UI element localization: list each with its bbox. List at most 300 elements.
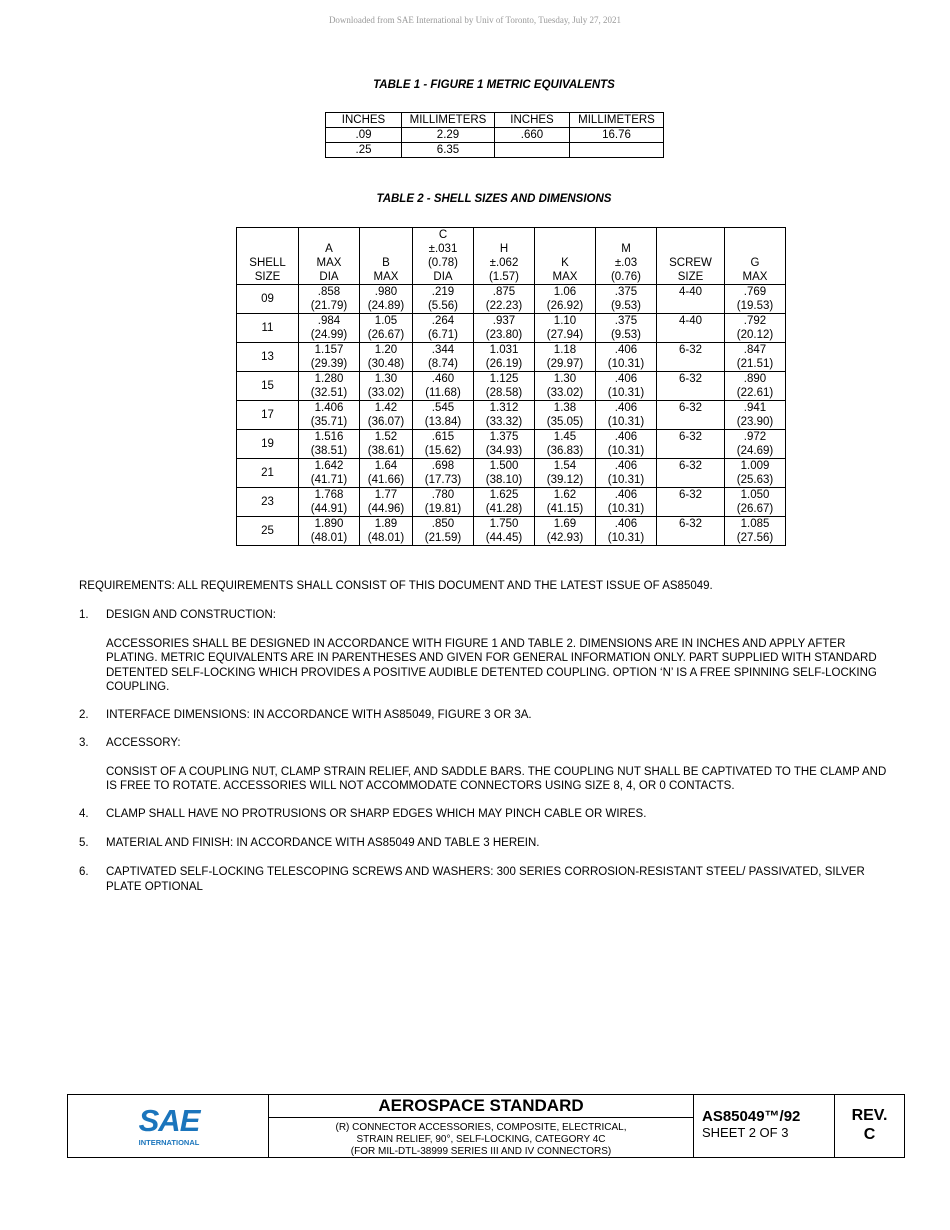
- inch-value: .984: [317, 315, 341, 327]
- mm-value: (19.53): [736, 300, 774, 312]
- standard-title: AEROSPACE STANDARD: [269, 1095, 693, 1118]
- dimension-cell-b: [360, 459, 413, 488]
- table1-caption: TABLE 1 - FIGURE 1 METRIC EQUIVALENTS: [373, 79, 615, 91]
- dimension-cell-h: [474, 343, 535, 372]
- header-line: SIZE: [254, 271, 281, 283]
- header-line: (1.57): [488, 271, 520, 283]
- dimension-cell-b: [360, 488, 413, 517]
- screw-size-cell: 6-32: [657, 430, 725, 459]
- requirement-item: [79, 708, 899, 723]
- inch-value: 1.768: [314, 489, 344, 501]
- mm-value: (8.74): [427, 358, 459, 370]
- table1-row: [326, 128, 664, 143]
- item-number: 1.: [79, 609, 89, 621]
- table2-header-cell: [237, 228, 299, 285]
- header-line: K: [561, 257, 569, 269]
- table1-header-cell: MILLIMETERS: [570, 113, 664, 128]
- dimension-cell-m: [596, 401, 657, 430]
- inch-value: .406: [614, 373, 638, 385]
- inch-value: .769: [743, 286, 767, 298]
- inch-value: 1.54: [553, 460, 577, 472]
- mm-value: (27.94): [546, 329, 584, 341]
- header-line: [659, 242, 722, 256]
- inch-value: .850: [431, 518, 455, 530]
- table1-header-cell: MILLIMETERS: [402, 113, 495, 128]
- requirement-item: [79, 608, 899, 695]
- table1-cell: 6.35: [402, 143, 495, 158]
- dimension-cell-a: [299, 314, 360, 343]
- mm-value: (10.31): [607, 503, 645, 515]
- table-row: [237, 343, 786, 372]
- inch-value: 1.085: [740, 518, 770, 530]
- dimension-cell-c: [413, 285, 474, 314]
- header-line: C: [438, 229, 448, 241]
- mm-value: (27.56): [736, 532, 774, 544]
- dimension-cell-h: [474, 285, 535, 314]
- table-row: [237, 517, 786, 546]
- dimension-cell-h: [474, 372, 535, 401]
- dimension-cell-a: [299, 430, 360, 459]
- header-line: ±.062: [489, 257, 519, 269]
- inch-value: .980: [374, 286, 398, 298]
- table2-header-cell: [360, 228, 413, 285]
- dimension-cell-a: [299, 285, 360, 314]
- dimension-cell-k: [535, 430, 596, 459]
- inch-value: 1.280: [314, 373, 344, 385]
- mm-value: (24.89): [367, 300, 405, 312]
- mm-value: (34.93): [485, 445, 523, 457]
- inch-value: .406: [614, 344, 638, 356]
- mm-value: (36.07): [367, 416, 405, 428]
- inch-value: .847: [743, 344, 767, 356]
- dimension-cell-k: [535, 488, 596, 517]
- mm-value: (15.62): [424, 445, 462, 457]
- dimension-cell-a: [299, 488, 360, 517]
- dimension-cell-h: [474, 517, 535, 546]
- revision-value: C: [863, 1126, 876, 1143]
- dimension-cell-b: [360, 285, 413, 314]
- document-number-cell: [694, 1095, 835, 1157]
- mm-value: (21.59): [424, 532, 462, 544]
- item-detail: ACCESSORIES SHALL BE DESIGNED IN ACCORDANCE WITH FIGURE 1 AND TABLE 2. DIMENSIONS ARE IN INCHES AND APPLY AFTER PLATING. METRIC EQUIVALENTS ARE IN PARENTHESES AND GIVEN FOR GENERAL INFORMATION ONLY. PART SUPPLIED WITH STANDARD DETENTED SELF-LOCKING WHICH PROVIDES A POSITIVE AUDIBLE DETENTED COUPLING. OPTION ‘N’ IS A FREE SPINNING SELF-LOCKING COUPLING.: [106, 637, 877, 693]
- item-number: 6.: [79, 866, 89, 878]
- inch-value: .406: [614, 518, 638, 530]
- dimension-cell-m: [596, 517, 657, 546]
- inch-value: 1.10: [553, 315, 577, 327]
- document-subtitle: [269, 1118, 693, 1158]
- inch-value: 1.38: [553, 402, 577, 414]
- dimension-cell-c: [413, 343, 474, 372]
- item-text: MATERIAL AND FINISH: IN ACCORDANCE WITH AS85049 AND TABLE 3 HEREIN.: [106, 837, 540, 849]
- requirement-item: [79, 807, 899, 822]
- requirement-item: [79, 836, 899, 851]
- inch-value: .792: [743, 315, 767, 327]
- mm-value: (24.69): [736, 445, 774, 457]
- inch-value: 1.42: [374, 402, 398, 414]
- mm-value: (33.02): [367, 387, 405, 399]
- mm-value: (36.83): [546, 445, 584, 457]
- header-line: (0.76): [610, 271, 642, 283]
- inch-value: 1.06: [553, 286, 577, 298]
- inch-value: .375: [614, 286, 638, 298]
- mm-value: (10.31): [607, 474, 645, 486]
- mm-value: (29.39): [310, 358, 348, 370]
- table-row: [237, 459, 786, 488]
- table-row: [237, 372, 786, 401]
- inch-value: 1.009: [740, 460, 770, 472]
- header-line: MAX: [552, 271, 578, 283]
- sheet-number: SHEET 2 OF 3: [702, 1125, 789, 1140]
- download-watermark: Downloaded from SAE International by Univ of Toronto, Tuesday, July 27, 2021: [328, 15, 622, 25]
- item-detail: CONSIST OF A COUPLING NUT, CLAMP STRAIN RELIEF, AND SADDLE BARS. THE COUPLING NUT SHALL BE CAPTIVATED TO THE CLAMP AND IS FREE TO ROTATE. ACCESSORIES WILL NOT ACCOMMODATE CONNECTORS USING SIZE 8, 4, OR 0 CONTACTS.: [106, 765, 887, 792]
- logo-cell: [68, 1095, 269, 1157]
- mm-value: (32.51): [310, 387, 348, 399]
- screw-size-cell: 4-40: [657, 285, 725, 314]
- mm-value: (10.31): [607, 445, 645, 457]
- item-text: DESIGN AND CONSTRUCTION:: [106, 609, 276, 621]
- item-text: CAPTIVATED SELF-LOCKING TELESCOPING SCREWS AND WASHERS: 300 SERIES CORROSION-RESISTANT STEEL/ PASSIVATED, SILVER PLATE OPTIONAL: [106, 866, 865, 893]
- dimension-cell-k: [535, 372, 596, 401]
- item-number: 3.: [79, 737, 89, 749]
- dimension-cell-m: [596, 372, 657, 401]
- mm-value: (10.31): [607, 358, 645, 370]
- mm-value: (22.23): [485, 300, 523, 312]
- dimension-cell-h: [474, 459, 535, 488]
- header-line: MAX: [742, 271, 768, 283]
- header-line: [537, 242, 593, 256]
- dimension-cell-b: [360, 314, 413, 343]
- inch-value: .615: [431, 431, 455, 443]
- inch-value: 1.62: [553, 489, 577, 501]
- shell-size-cell: 23: [237, 488, 299, 517]
- inch-value: 1.157: [314, 344, 344, 356]
- table2-header-row: [237, 228, 786, 285]
- dimension-cell-h: [474, 314, 535, 343]
- inch-value: .219: [431, 286, 455, 298]
- mm-value: (26.67): [736, 503, 774, 515]
- inch-value: 1.69: [553, 518, 577, 530]
- subtitle-line: (FOR MIL-DTL-38999 SERIES III AND IV CONNECTORS): [350, 1146, 612, 1157]
- shell-size-cell: 21: [237, 459, 299, 488]
- inch-value: .780: [431, 489, 455, 501]
- dimension-cell-c: [413, 459, 474, 488]
- title-cell: [269, 1095, 694, 1157]
- table2-header-cell: [413, 228, 474, 285]
- inch-value: .406: [614, 431, 638, 443]
- mm-value: (26.19): [485, 358, 523, 370]
- screw-size-cell: 6-32: [657, 372, 725, 401]
- table1-header-cell: INCHES: [495, 113, 570, 128]
- mm-value: (41.66): [367, 474, 405, 486]
- dimension-cell-k: [535, 401, 596, 430]
- screw-size-cell: 6-32: [657, 459, 725, 488]
- inch-value: .264: [431, 315, 455, 327]
- item-text: CLAMP SHALL HAVE NO PROTRUSIONS OR SHARP EDGES WHICH MAY PINCH CABLE OR WIRES.: [106, 808, 647, 820]
- dimension-cell-b: [360, 517, 413, 546]
- header-line: SCREW: [669, 257, 712, 269]
- dimension-cell-c: [413, 372, 474, 401]
- inch-value: .698: [431, 460, 455, 472]
- inch-value: 1.516: [314, 431, 344, 443]
- revision-label: REV.: [851, 1107, 888, 1124]
- dimension-cell-c: [413, 517, 474, 546]
- shell-size-cell: 13: [237, 343, 299, 372]
- inch-value: .406: [614, 402, 638, 414]
- shell-size-cell: 09: [237, 285, 299, 314]
- mm-value: (24.99): [310, 329, 348, 341]
- mm-value: (20.12): [736, 329, 774, 341]
- table-row: [237, 430, 786, 459]
- dimension-cell-b: [360, 372, 413, 401]
- inch-value: 1.375: [489, 431, 519, 443]
- dimension-cell-c: [413, 314, 474, 343]
- mm-value: (38.61): [367, 445, 405, 457]
- mm-value: (41.71): [310, 474, 348, 486]
- inch-value: 1.406: [314, 402, 344, 414]
- dimension-cell-m: [596, 488, 657, 517]
- inch-value: .460: [431, 373, 455, 385]
- dimension-cell-g: [725, 517, 786, 546]
- mm-value: (9.53): [610, 329, 642, 341]
- inch-value: 1.30: [553, 373, 577, 385]
- mm-value: (33.02): [546, 387, 584, 399]
- mm-value: (6.71): [427, 329, 459, 341]
- dimension-cell-m: [596, 430, 657, 459]
- table1-cell: [495, 143, 570, 158]
- mm-value: (13.84): [424, 416, 462, 428]
- dimension-cell-a: [299, 343, 360, 372]
- header-line: SIZE: [677, 271, 704, 283]
- mm-value: (28.58): [485, 387, 523, 399]
- inch-value: 1.77: [374, 489, 398, 501]
- screw-size-cell: 6-32: [657, 343, 725, 372]
- inch-value: 1.125: [489, 373, 519, 385]
- item-number: 2.: [79, 709, 89, 721]
- dimension-cell-h: [474, 488, 535, 517]
- item-text: ACCESSORY:: [106, 737, 181, 749]
- header-line: [362, 242, 410, 256]
- screw-size-cell: 6-32: [657, 401, 725, 430]
- table1-cell: .09: [326, 128, 402, 143]
- inch-value: 1.52: [374, 431, 398, 443]
- header-line: MAX: [316, 257, 342, 269]
- table-row: [237, 314, 786, 343]
- inch-value: 1.642: [314, 460, 344, 472]
- mm-value: (35.71): [310, 416, 348, 428]
- dimension-cell-k: [535, 343, 596, 372]
- inch-value: .972: [743, 431, 767, 443]
- dimension-cell-m: [596, 285, 657, 314]
- requirement-item: [79, 736, 899, 794]
- table-row: [237, 401, 786, 430]
- header-line: [727, 242, 783, 256]
- mm-value: (33.32): [485, 416, 523, 428]
- mm-value: (11.68): [425, 387, 461, 399]
- dimension-cell-b: [360, 430, 413, 459]
- requirement-item: [79, 865, 899, 894]
- inch-value: .344: [431, 344, 455, 356]
- dimension-cell-k: [535, 517, 596, 546]
- table2-header-cell: [657, 228, 725, 285]
- mm-value: (44.96): [367, 503, 405, 515]
- inch-value: .375: [614, 315, 638, 327]
- inch-value: 1.500: [489, 460, 519, 472]
- item-number: 5.: [79, 837, 89, 849]
- table2-header-cell: [725, 228, 786, 285]
- table1-cell: 16.76: [570, 128, 664, 143]
- mm-value: (19.81): [424, 503, 462, 515]
- dimension-cell-a: [299, 517, 360, 546]
- inch-value: .937: [492, 315, 516, 327]
- logo-primary: SAE: [138, 1103, 200, 1138]
- mm-value: (42.93): [546, 532, 584, 544]
- dimension-cell-h: [474, 401, 535, 430]
- dimension-cell-g: [725, 372, 786, 401]
- dimension-cell-h: [474, 430, 535, 459]
- mm-value: (48.01): [367, 532, 405, 544]
- logo-secondary: INTERNATIONAL: [138, 1138, 200, 1147]
- inch-value: 1.45: [553, 431, 577, 443]
- dimension-cell-g: [725, 343, 786, 372]
- inch-value: 1.20: [374, 344, 398, 356]
- dimension-cell-m: [596, 314, 657, 343]
- table1-header-cell: INCHES: [326, 113, 402, 128]
- mm-value: (41.28): [485, 503, 523, 515]
- mm-value: (26.92): [546, 300, 584, 312]
- inch-value: .858: [317, 286, 341, 298]
- table2-header-cell: [535, 228, 596, 285]
- inch-value: .545: [431, 402, 455, 414]
- dimension-cell-c: [413, 401, 474, 430]
- mm-value: (21.51): [736, 358, 774, 370]
- header-line: B: [382, 257, 390, 269]
- mm-value: (44.45): [485, 532, 523, 544]
- title-block: [67, 1094, 905, 1158]
- inch-value: 1.18: [553, 344, 577, 356]
- item-number: 4.: [79, 808, 89, 820]
- dimension-cell-m: [596, 459, 657, 488]
- dimension-cell-a: [299, 459, 360, 488]
- header-line: M: [621, 243, 631, 255]
- dimension-cell-a: [299, 401, 360, 430]
- dimension-cell-g: [725, 314, 786, 343]
- inch-value: 1.89: [374, 518, 398, 530]
- header-line: [239, 242, 296, 256]
- sae-international-logo: [68, 1095, 269, 1157]
- revision-cell: [835, 1095, 904, 1157]
- header-line: SHELL: [249, 257, 286, 269]
- table2-header-cell: [596, 228, 657, 285]
- shell-size-cell: 25: [237, 517, 299, 546]
- item-text: INTERFACE DIMENSIONS: IN ACCORDANCE WITH AS85049, FIGURE 3 OR 3A.: [106, 709, 532, 721]
- header-line: ±.03: [614, 257, 638, 269]
- mm-value: (48.01): [310, 532, 348, 544]
- header-line: G: [750, 257, 760, 269]
- dimension-cell-b: [360, 343, 413, 372]
- mm-value: (41.15): [546, 503, 584, 515]
- mm-value: (10.31): [607, 532, 645, 544]
- inch-value: 1.312: [489, 402, 519, 414]
- inch-value: .875: [492, 286, 516, 298]
- header-line: A: [325, 243, 333, 255]
- dimension-cell-k: [535, 285, 596, 314]
- mm-value: (21.79): [310, 300, 348, 312]
- mm-value: (23.80): [485, 329, 523, 341]
- table-row: [237, 285, 786, 314]
- dimension-cell-c: [413, 430, 474, 459]
- table1-cell: .25: [326, 143, 402, 158]
- table1-cell: .660: [495, 128, 570, 143]
- inch-value: .406: [614, 460, 638, 472]
- document-number: AS85049™/92: [702, 1108, 801, 1125]
- header-line: DIA: [319, 271, 339, 283]
- screw-size-cell: 6-32: [657, 517, 725, 546]
- shell-size-cell: 15: [237, 372, 299, 401]
- shell-size-cell: 17: [237, 401, 299, 430]
- inch-value: .890: [743, 373, 767, 385]
- dimension-cell-g: [725, 459, 786, 488]
- inch-value: 1.750: [489, 518, 519, 530]
- mm-value: (22.61): [736, 387, 774, 399]
- mm-value: (10.31): [607, 416, 645, 428]
- inch-value: 1.30: [374, 373, 398, 385]
- mm-value: (39.12): [546, 474, 584, 486]
- subtitle-line: (R) CONNECTOR ACCESSORIES, COMPOSITE, ELECTRICAL,: [335, 1122, 627, 1133]
- dimension-cell-g: [725, 488, 786, 517]
- mm-value: (44.91): [310, 503, 348, 515]
- mm-value: (38.10): [485, 474, 523, 486]
- mm-value: (10.31): [607, 387, 645, 399]
- mm-value: (26.67): [367, 329, 405, 341]
- inch-value: .941: [743, 402, 767, 414]
- metric-equivalents-table: [325, 112, 664, 158]
- mm-value: (17.73): [424, 474, 462, 486]
- dimension-cell-g: [725, 401, 786, 430]
- table2-caption: TABLE 2 - SHELL SIZES AND DIMENSIONS: [376, 193, 612, 205]
- header-line: DIA: [433, 271, 453, 283]
- shell-size-cell: 11: [237, 314, 299, 343]
- mm-value: (5.56): [427, 300, 459, 312]
- table2-header-cell: [299, 228, 360, 285]
- mm-value: (38.51): [310, 445, 348, 457]
- dimension-cell-b: [360, 401, 413, 430]
- mm-value: (23.90): [736, 416, 774, 428]
- requirements-intro: REQUIREMENTS: ALL REQUIREMENTS SHALL CONSIST OF THIS DOCUMENT AND THE LATEST ISSUE OF AS85049.: [79, 580, 713, 592]
- dimension-cell-m: [596, 343, 657, 372]
- header-line: MAX: [373, 271, 399, 283]
- subtitle-line: STRAIN RELIEF, 90°, SELF-LOCKING, CATEGORY 4C: [356, 1134, 606, 1145]
- inch-value: 1.031: [489, 344, 519, 356]
- mm-value: (30.48): [367, 358, 405, 370]
- table1-cell: 2.29: [402, 128, 495, 143]
- table1-row: [326, 143, 664, 158]
- shell-size-cell: 19: [237, 430, 299, 459]
- inch-value: .406: [614, 489, 638, 501]
- header-line: (0.78): [427, 257, 459, 269]
- shell-sizes-table: [236, 227, 786, 546]
- dimension-cell-k: [535, 314, 596, 343]
- dimension-cell-k: [535, 459, 596, 488]
- table1-cell: [570, 143, 664, 158]
- inch-value: 1.05: [374, 315, 398, 327]
- table-row: [237, 488, 786, 517]
- table2-header-cell: [474, 228, 535, 285]
- screw-size-cell: 4-40: [657, 314, 725, 343]
- inch-value: 1.050: [740, 489, 770, 501]
- mm-value: (9.53): [610, 300, 642, 312]
- mm-value: (35.05): [546, 416, 584, 428]
- dimension-cell-c: [413, 488, 474, 517]
